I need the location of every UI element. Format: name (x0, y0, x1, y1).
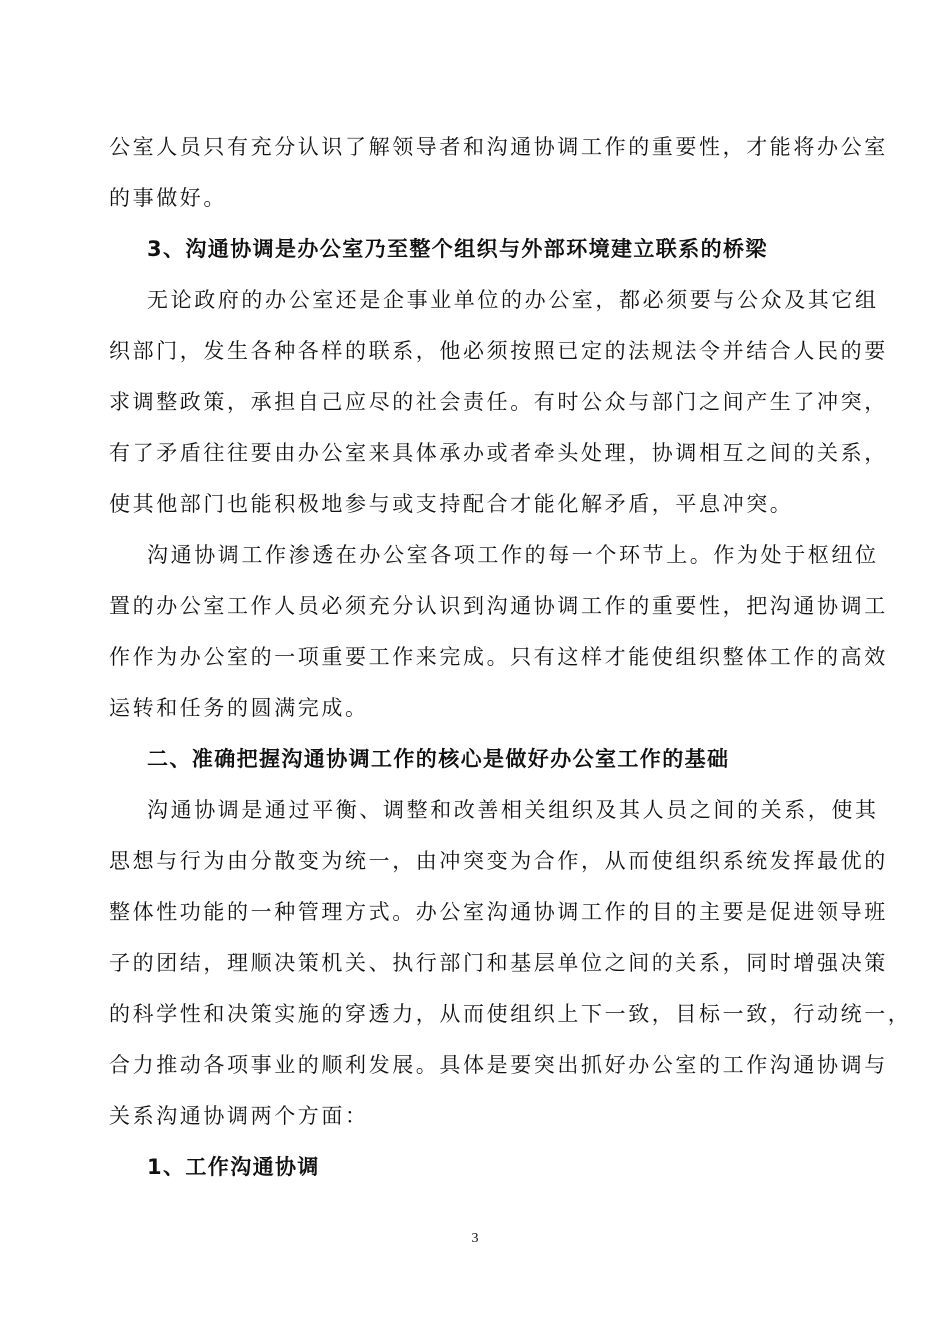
paragraph-2-line-1: 沟通协调工作渗透在办公室各项工作的每一个环节上。作为处于枢纽位 (147, 543, 879, 567)
section-heading-3: 3、沟通协调是办公室乃至整个组织与外部环境建立联系的桥梁 (147, 237, 768, 261)
section-heading-2: 二、准确把握沟通协调工作的核心是做好办公室工作的基础 (147, 747, 730, 771)
paragraph-2-line-2: 置的办公室工作人员必须充分认识到沟通协调工作的重要性，把沟通协调工 (109, 594, 888, 618)
paragraph-1-line-3: 求调整政策，承担自己应尽的社会责任。有时公众与部门之间产生了冲突， (109, 390, 888, 414)
paragraph-3-line-1: 沟通协调是通过平衡、调整和改善相关组织及其人员之间的关系，使其 (147, 798, 879, 822)
body-line-1: 公室人员只有充分认识了解领导者和沟通协调工作的重要性，才能将办公室 (109, 135, 888, 159)
paragraph-3-line-2: 思想与行为由分散变为统一，由冲突变为合作，从而使组织系统发挥最优的 (109, 849, 888, 873)
paragraph-3-line-3: 整体性功能的一种管理方式。办公室沟通协调工作的目的主要是促进领导班 (109, 900, 888, 924)
paragraph-1-line-4: 有了矛盾往往要由办公室来具体承办或者牵头处理，协调相互之间的关系， (109, 441, 888, 465)
paragraph-3-line-7: 关系沟通协调两个方面： (109, 1104, 369, 1128)
paragraph-3-line-5: 的科学性和决策实施的穿透力，从而使组织上下一致，目标一致，行动统一， (109, 1002, 912, 1026)
paragraph-1-line-5: 使其他部门也能积极地参与或支持配合才能化解矛盾，平息冲突。 (109, 492, 794, 516)
page-number: 3 (471, 1231, 479, 1246)
paragraph-2-line-4: 运转和任务的圆满完成。 (109, 696, 369, 720)
body-line-2: 的事做好。 (109, 186, 227, 210)
paragraph-2-line-3: 作作为办公室的一项重要工作来完成。只有这样才能使组织整体工作的高效 (109, 645, 888, 669)
subsection-heading-1: 1、工作沟通协调 (147, 1155, 320, 1179)
paragraph-3-line-6: 合力推动各项事业的顺利发展。具体是要突出抓好办公室的工作沟通协调与 (109, 1053, 888, 1077)
paragraph-3-line-4: 子的团结，理顺决策机关、执行部门和基层单位之间的关系，同时增强决策 (109, 951, 888, 975)
paragraph-1-line-2: 织部门，发生各种各样的联系，他必须按照已定的法规法令并结合人民的要 (109, 339, 888, 363)
paragraph-1-line-1: 无论政府的办公室还是企事业单位的办公室，都必须要与公众及其它组 (147, 288, 879, 312)
